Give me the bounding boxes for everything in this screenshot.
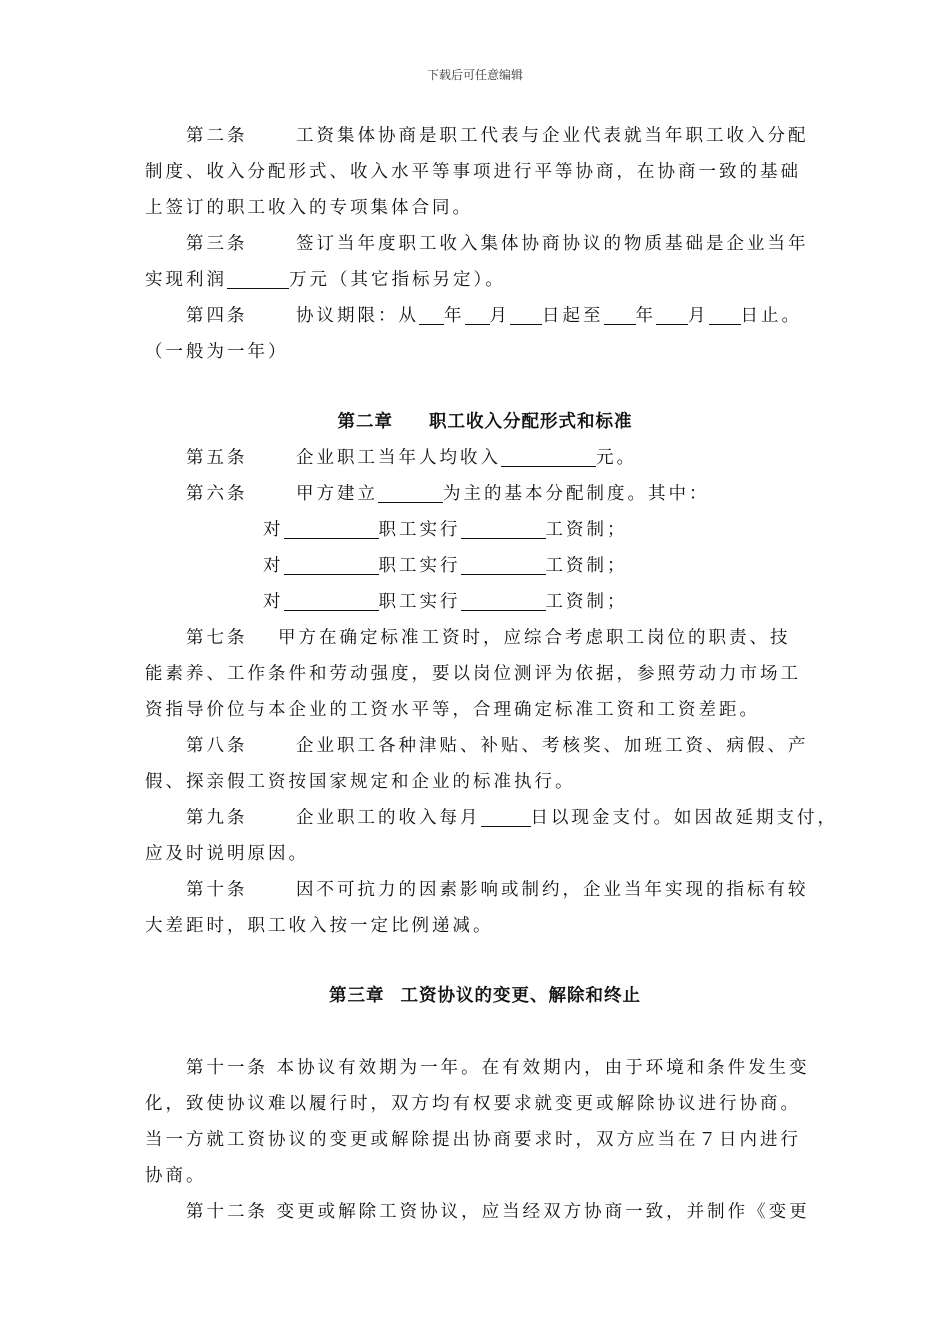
article-4-label: 第四条 (186, 306, 248, 326)
article-6-label: 第六条 (186, 484, 248, 504)
article-7-line-1 (145, 620, 825, 656)
article-10-line-2: 大差距时，职工收入按一定比例递减。 (145, 916, 494, 936)
article-7-label: 第七条 (186, 628, 248, 648)
spacer (145, 944, 825, 978)
row-middle: 职工实行 (378, 592, 461, 612)
article-6-text-p1: 甲方建立 (296, 484, 378, 504)
start-year-blank (419, 304, 444, 325)
article-7-line-2: 能素养、工作条件和劳动强度，要以岗位测评为依据，参照劳动力市场工 (145, 664, 801, 684)
article-2-line-1 (145, 118, 825, 154)
article-2-label: 第二条 (186, 126, 248, 146)
end-month-blank (656, 304, 688, 325)
article-8-label: 第八条 (186, 736, 248, 756)
wage-blank-3 (461, 590, 546, 611)
article-12-line-1 (145, 1194, 825, 1230)
staff-blank-3 (284, 590, 379, 611)
article-5-line-1 (145, 440, 825, 476)
end-day-blank (709, 304, 741, 325)
article-8-text-1: 企业职工各种津贴、补贴、考核奖、加班工资、病假、产 (296, 736, 809, 756)
page-header-note: 下载后可任意编辑 (426, 68, 523, 82)
staff-blank-1 (284, 518, 379, 539)
chapter-3-number: 第三章 (329, 986, 385, 1006)
article-6-row-3 (145, 584, 825, 620)
article-7-text-1: 甲方在确定标准工资时，应综合考虑职工岗位的职责、技 (278, 628, 791, 648)
chapter-2-title: 职工收入分配形式和标准 (429, 412, 633, 432)
article-9-line-1 (145, 800, 838, 836)
article-3-text-2a: 实现利润 (145, 270, 227, 290)
row-middle: 职工实行 (378, 520, 461, 540)
chapter-2-heading (145, 404, 825, 440)
article-6-line-1 (145, 476, 825, 512)
spacer (145, 1014, 825, 1050)
day-from-label: 日起至 (542, 306, 604, 326)
chapter-3-heading (145, 978, 825, 1014)
wage-blank-2 (461, 554, 546, 575)
article-3-line-1 (145, 226, 825, 262)
year-label-2: 年 (635, 306, 656, 326)
profit-blank (227, 268, 289, 289)
article-10-text-1: 因不可抗力的因素影响或制约，企业当年实现的指标有较 (296, 880, 809, 900)
row-prefix: 对 (263, 520, 284, 540)
row-end: 工资制； (545, 520, 628, 540)
row-middle: 职工实行 (378, 556, 461, 576)
article-8-line-2: 假、探亲假工资按国家规定和企业的标准执行。 (145, 772, 576, 792)
chapter-2-number: 第二章 (337, 412, 393, 432)
article-6-row-1 (145, 512, 825, 548)
row-prefix: 对 (263, 556, 284, 576)
article-9-label: 第九条 (186, 808, 248, 828)
month-label-2: 月 (688, 306, 709, 326)
article-9-text-p1: 企业职工的收入每月 (296, 808, 481, 828)
article-4-line-2: （一般为一年） (145, 342, 289, 362)
article-11-label: 第十一条 (186, 1058, 268, 1078)
chapter-3-title: 工资协议的变更、解除和终止 (400, 986, 641, 1006)
article-2-text-1: 工资集体协商是职工代表与企业代表就当年职工收入分配 (296, 126, 809, 146)
end-year-blank (604, 304, 636, 325)
article-8-line-1 (145, 728, 825, 764)
article-11-line-3: 当一方就工资协议的变更或解除提出协商要求时，双方应当在７日内进行 (145, 1130, 801, 1150)
article-11-line-2: 化，致使协议难以履行时，双方均有权要求就变更或解除协议进行协商。 (145, 1094, 801, 1114)
article-10-label: 第十条 (186, 880, 248, 900)
article-10-line-1 (145, 872, 825, 908)
row-end: 工资制； (545, 556, 628, 576)
article-11-line-1 (145, 1050, 825, 1086)
article-3-text-2b: 万元（其它指标另定）。 (289, 270, 506, 290)
article-4-line-1 (145, 298, 825, 334)
row-end: 工资制； (545, 592, 628, 612)
month-label: 月 (489, 306, 510, 326)
start-month-blank (465, 304, 490, 325)
article-3-text-1: 签订当年度职工收入集体协商协议的物质基础是企业当年 (296, 234, 809, 254)
article-11-line-4: 协商。 (145, 1166, 207, 1186)
article-6-row-2 (145, 548, 825, 584)
article-12-text-1: 变更或解除工资协议，应当经双方协商一致，并制作《变更 (276, 1202, 810, 1222)
payday-blank (481, 806, 531, 827)
article-4-text-p1: 协议期限：从 (296, 306, 419, 326)
article-5-text-p2: 元。 (596, 448, 637, 468)
day-to-label: 日止。 (740, 306, 802, 326)
row-prefix: 对 (263, 592, 284, 612)
article-3-label: 第三条 (186, 234, 248, 254)
article-9-text-p2: 日以现金支付。如因故延期支付， (530, 808, 838, 828)
article-6-text-p2: 为主的基本分配制度。其中： (443, 484, 710, 504)
start-day-blank (510, 304, 542, 325)
article-3-line-2 (145, 262, 825, 298)
avg-income-blank (501, 446, 596, 467)
wage-blank-1 (461, 518, 546, 539)
article-11-text-1: 本协议有效期为一年。在有效期内，由于环境和条件发生变 (276, 1058, 810, 1078)
spacer (145, 370, 825, 404)
document-body (145, 118, 838, 1230)
system-blank (378, 482, 443, 503)
article-7-line-3: 资指导价位与本企业的工资水平等，合理确定标准工资和工资差距。 (145, 700, 760, 720)
year-label: 年 (444, 306, 465, 326)
staff-blank-2 (284, 554, 379, 575)
article-12-label: 第十二条 (186, 1202, 268, 1222)
article-5-text-p1: 企业职工当年人均收入 (296, 448, 501, 468)
article-2-line-3: 上签订的职工收入的专项集体合同。 (145, 198, 473, 218)
article-9-line-2: 应及时说明原因。 (145, 844, 309, 864)
article-5-label: 第五条 (186, 448, 248, 468)
article-2-line-2: 制度、收入分配形式、收入水平等事项进行平等协商，在协商一致的基础 (145, 162, 801, 182)
